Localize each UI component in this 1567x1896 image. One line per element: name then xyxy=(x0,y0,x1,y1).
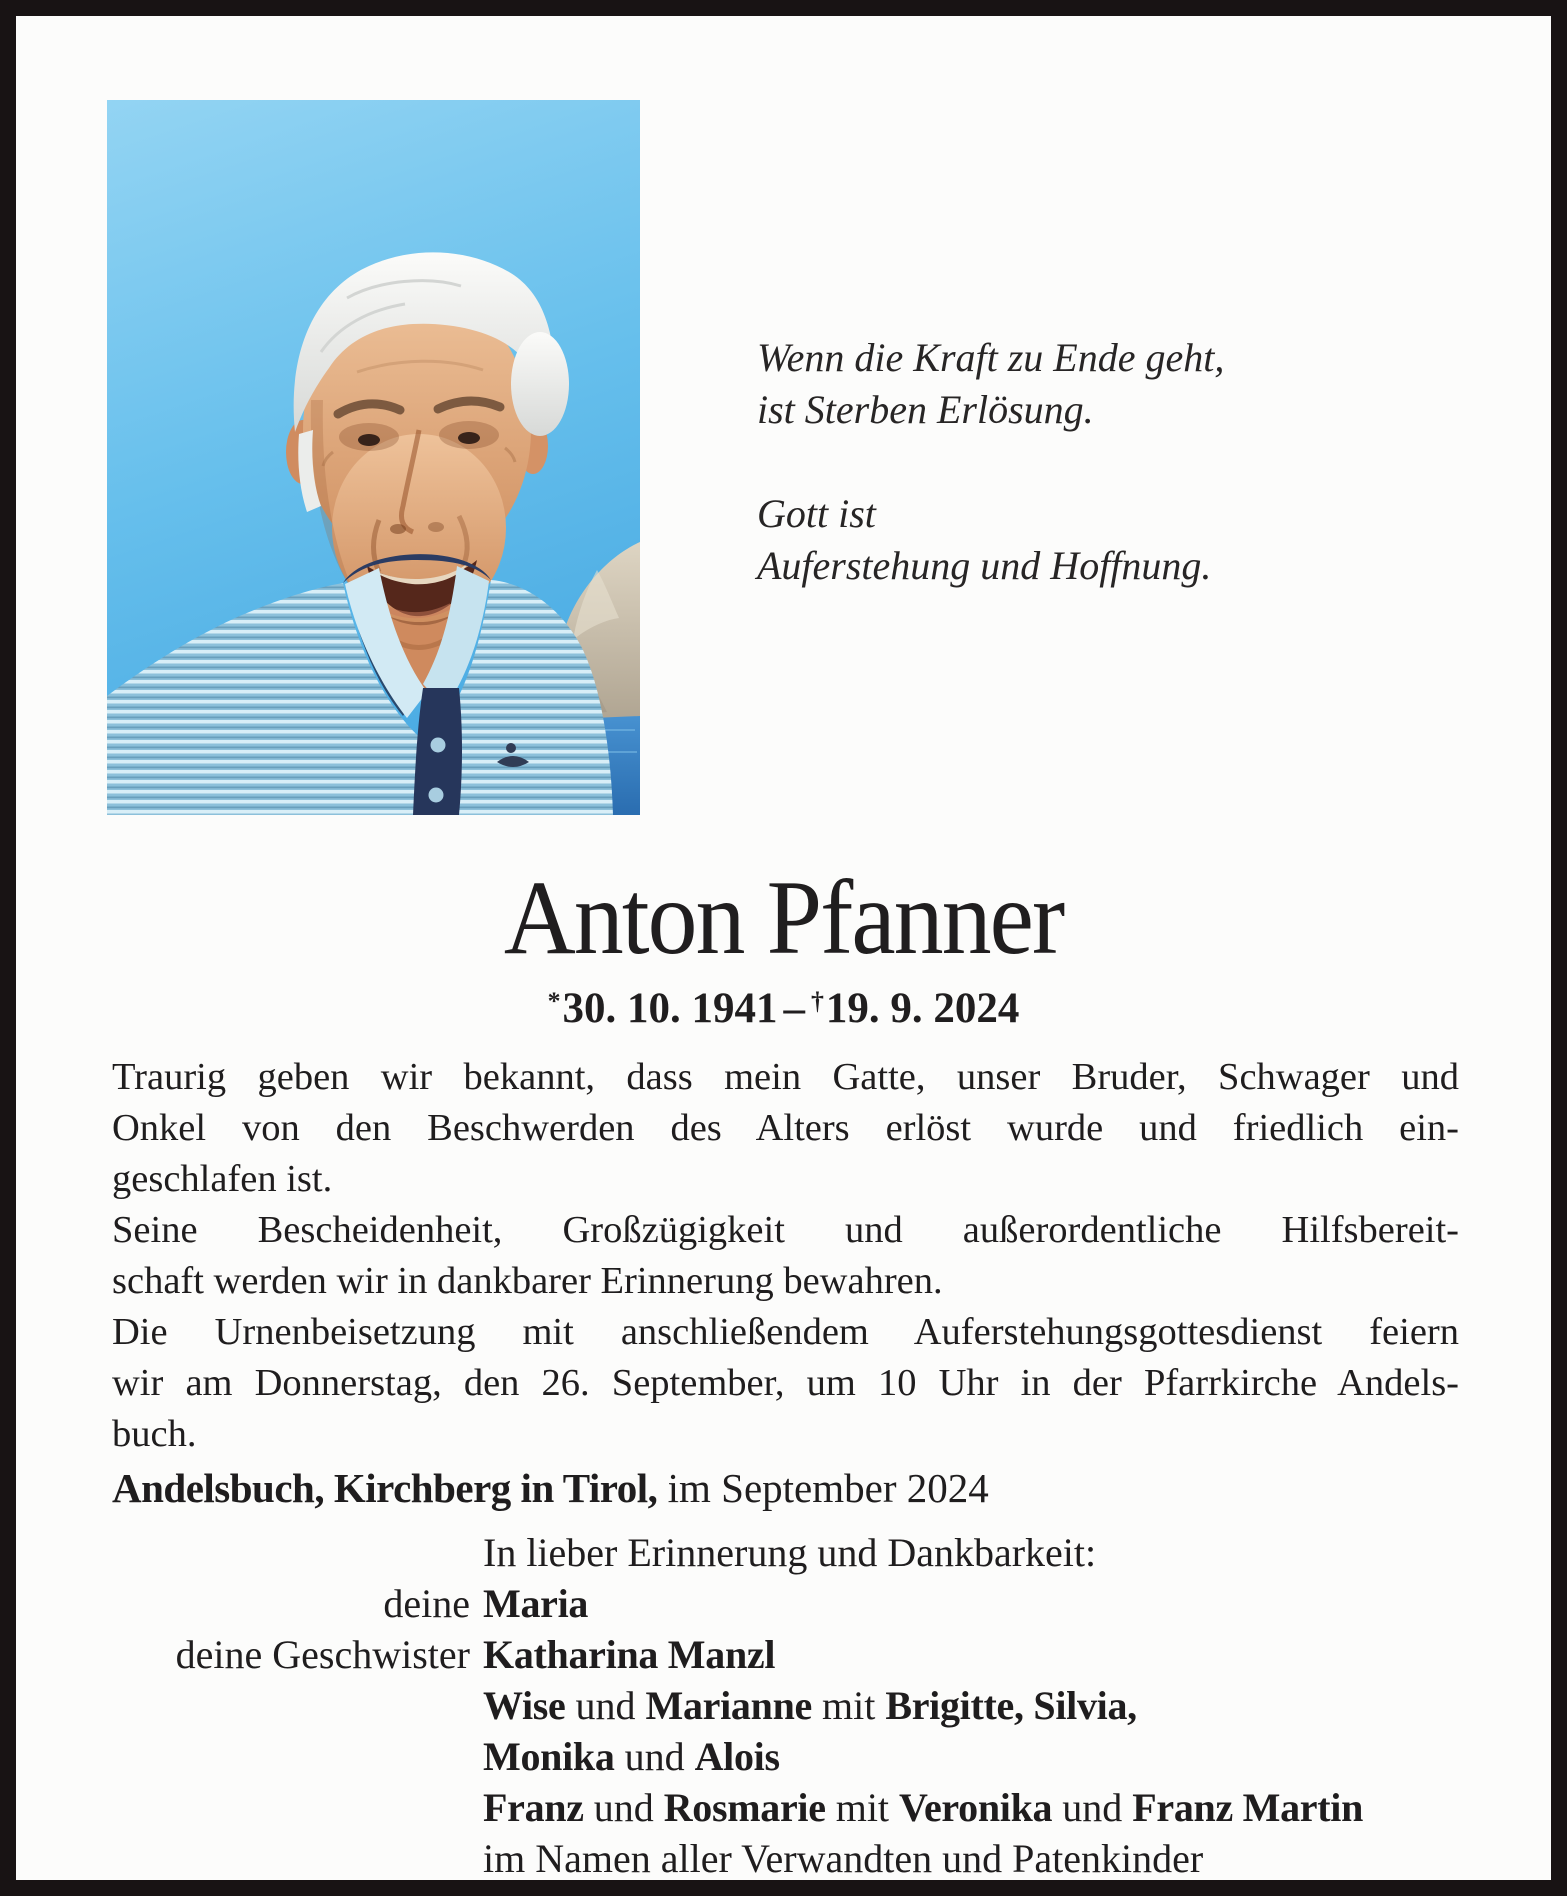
announcement-line: Seine Bescheidenheit, Großzügigkeit und außerordentliche Hilfsbereit- xyxy=(112,1209,1459,1251)
life-dates xyxy=(16,984,1551,1039)
mourner-names: im Namen aller Verwandten und Patenkinder xyxy=(483,1836,1204,1881)
mourner-label: deine Geschwister xyxy=(175,1632,470,1677)
mourner-row xyxy=(112,1731,1512,1782)
announcement-line: wir am Donnerstag, den 26. September, um 10 Uhr in der Pfarrkirche Andels- xyxy=(112,1362,1459,1404)
mourner-label xyxy=(112,1731,483,1782)
announcement-text xyxy=(112,1052,1459,1460)
announcement-line: Die Urnenbeisetzung mit anschließendem Auferstehungsgottesdienst feiern xyxy=(112,1311,1459,1353)
mourner-row xyxy=(112,1578,1512,1629)
mourner-names: Katharina Manzl xyxy=(483,1632,776,1677)
mourner-label xyxy=(112,1782,483,1833)
portrait-illustration xyxy=(107,100,640,815)
dateline-date: im September 2024 xyxy=(657,1465,989,1511)
memorial-photo xyxy=(107,100,640,815)
mourners-list xyxy=(112,1578,1512,1884)
mourner-row xyxy=(112,1782,1512,1833)
deceased-name: Anton Pfanner xyxy=(503,859,1064,976)
mourner-label xyxy=(112,1833,483,1884)
quote-line: Gott ist xyxy=(757,491,876,536)
mourner-row xyxy=(112,1680,1512,1731)
mourner-names: Wise und Marianne mit Brigitte, Silvia, xyxy=(483,1683,1137,1728)
announcement-line: geschlafen ist. xyxy=(112,1158,333,1200)
death-date: 19. 9. 2024 xyxy=(825,985,1020,1032)
death-symbol: † xyxy=(811,985,824,1015)
announcement-line: Onkel von den Beschwerden des Alters erlöst wurde und friedlich ein- xyxy=(112,1107,1459,1149)
closing-intro: In lieber Erinnerung und Dankbarkeit: xyxy=(483,1530,1097,1575)
announcement-line: Traurig geben wir bekannt, dass mein Gatte, unser Bruder, Schwager und xyxy=(112,1056,1459,1098)
dates-separator: – xyxy=(783,985,805,1032)
announcement-line: schaft werden wir in dankbarer Erinnerung bewahren. xyxy=(112,1260,943,1302)
mourner-row xyxy=(112,1629,1512,1680)
birth-symbol: * xyxy=(547,985,561,1015)
memorial-quote xyxy=(757,332,1224,592)
mourner-row xyxy=(112,1833,1512,1884)
mourner-names: Franz und Rosmarie mit Veronika und Franz Martin xyxy=(483,1785,1364,1830)
quote-line: ist Sterben Erlösung. xyxy=(757,387,1094,432)
dateline xyxy=(112,1463,1459,1514)
mourner-names: Maria xyxy=(483,1581,589,1626)
quote-line: Auferstehung und Hoffnung. xyxy=(757,543,1212,588)
mourner-label: deine xyxy=(383,1581,470,1626)
quote-line: Wenn die Kraft zu Ende geht, xyxy=(757,335,1225,380)
mourner-label xyxy=(112,1680,483,1731)
announcement-line: buch. xyxy=(112,1413,197,1455)
mourner-names: Monika und Alois xyxy=(483,1734,780,1779)
birth-date: 30. 10. 1941 xyxy=(562,985,778,1032)
dateline-places: Andelsbuch, Kirchberg in Tirol, xyxy=(112,1465,658,1511)
